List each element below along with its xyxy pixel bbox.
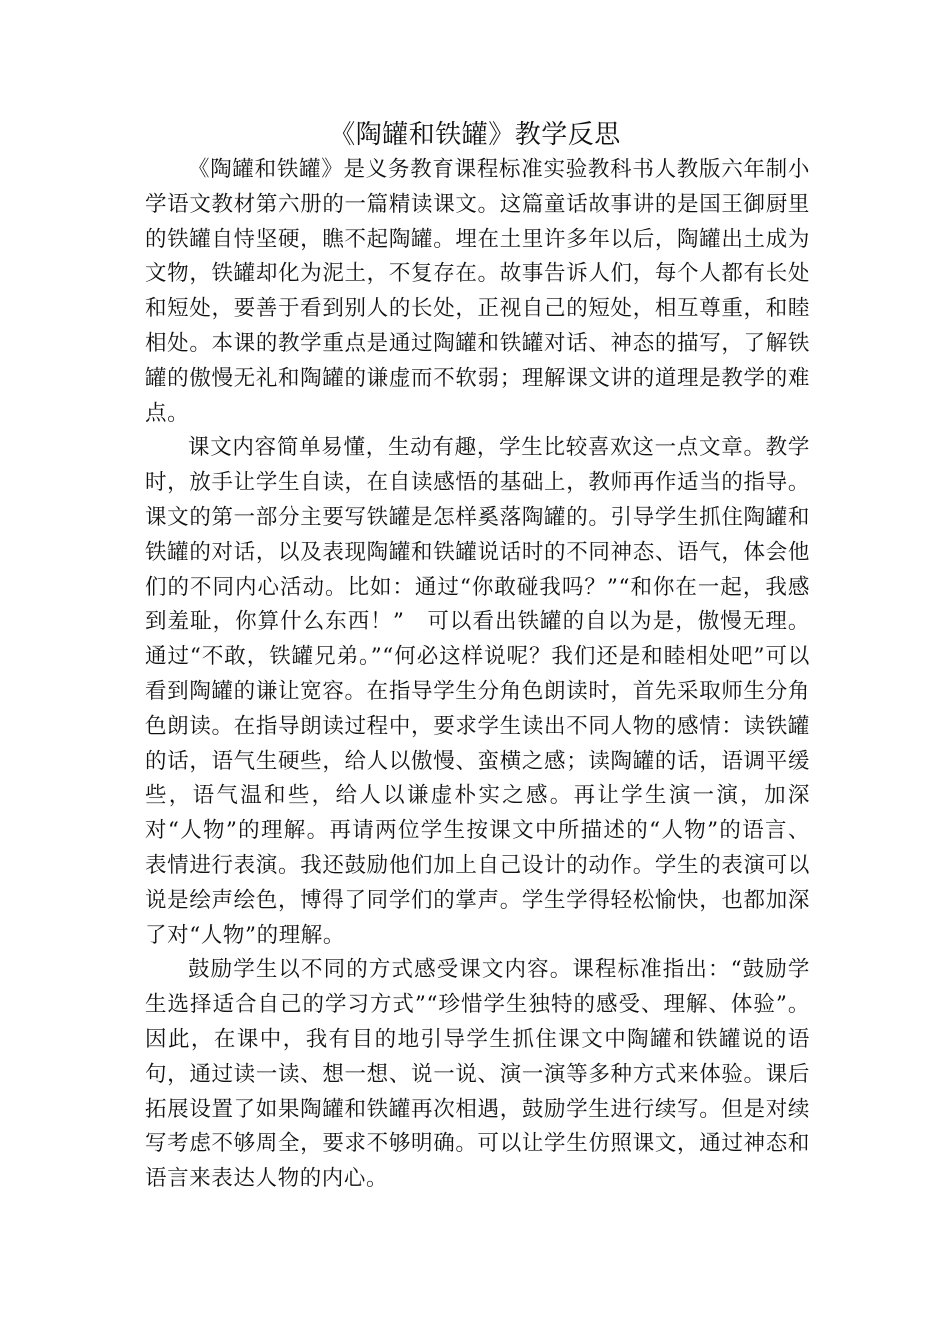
paragraph-2: 课文内容简单易懂，生动有趣，学生比较喜欢这一点文章。教学时，放手让学生自读，在自读感悟的基础上，教师再作适当的指导。课文的第一部分主要写铁罐是怎样奚落陶罐的。引导学生抓住陶罐和铁罐的对话，以及表现陶罐和铁罐说话时的不同神态、语气，体会他们的不同内心活动。比如：通过“你敢碰我吗？”“和你在一起，我感到羞耻，你算什么东西！” 可以看出铁罐的自以为是，傲慢无理。通过“不敢，铁罐兄弟。”“何必这样说呢？我们还是和睦相处吧”可以看到陶罐的谦让宽容。在指导学生分角色朗读时，首先采取师生分角色朗读。在指导朗读过程中，要求学生读出不同人物的感情：读铁罐的话，语气生硬些，给人以傲慢、蛮横之感；读陶罐的话，语调平缓些，语气温和些，给人以谦虚朴实之感。再让学生演一演，加深对“人物”的理解。再请两位学生按课文中所描述的“人物”的语言、表情进行表演。我还鼓励他们加上自己设计的动作。学生的表演可以说是绘声绘色，博得了同学们的掌声。学生学得轻松愉快，也都加深了对“人物”的理解。 — [145, 435, 810, 948]
paragraph-1: 《陶罐和铁罐》是义务教育课程标准实验教科书人教版六年制小学语文教材第六册的一篇精读课文。这篇童话故事讲的是国王御厨里的铁罐自恃坚硬，瞧不起陶罐。埋在土里许多年以后，陶罐出土成为文物，铁罐却化为泥土，不复存在。故事告诉人们，每个人都有长处和短处，要善于看到别人的长处，正视自己的短处，相互尊重，和睦相处。本课的教学重点是通过陶罐和铁罐对话、神态的描写，了解铁罐的傲慢无礼和陶罐的谦虚而不软弱；理解课文讲的道理是教学的难点。 — [145, 157, 810, 426]
document-title: 《陶罐和铁罐》教学反思 — [329, 120, 621, 150]
paragraph-3: 鼓励学生以不同的方式感受课文内容。课程标准指出：“鼓励学生选择适合自己的学习方式”“珍惜学生独特的感受、理解、体验”。因此，在课中，我有目的地引导学生抓住课文中陶罐和铁罐说的语句，通过读一读、想一想、说一说、演一演等多种方式来体验。课后拓展设置了如果陶罐和铁罐再次相遇，鼓励学生进行续写。但是对续写考虑不够周全，要求不够明确。可以让学生仿照课文，通过神态和语言来表达人物的内心。 — [145, 957, 810, 1192]
document-body — [145, 153, 810, 1197]
